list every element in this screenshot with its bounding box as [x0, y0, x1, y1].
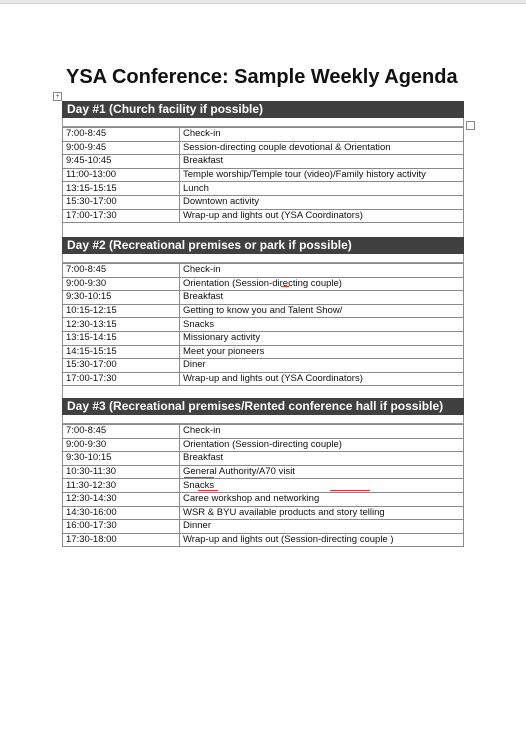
page-title: YSA Conference: Sample Weekly Agenda [66, 66, 458, 88]
table-row [63, 155, 464, 169]
table-row [63, 128, 464, 142]
time-cell: 15:30-17:00 [63, 359, 180, 373]
activity-cell: Wrap-up and lights out (YSA Coordinators) [180, 372, 464, 386]
time-cell: 9:45-10:45 [63, 155, 180, 169]
table-row [63, 438, 464, 452]
spacer [62, 118, 464, 127]
time-cell: 14:15-15:15 [63, 345, 180, 359]
table-row [63, 479, 464, 493]
table-row [63, 277, 464, 291]
time-cell: 15:30-17:00 [63, 195, 180, 209]
time-cell: 9:00-9:30 [63, 277, 180, 291]
schedule-table [62, 424, 464, 547]
table-row [63, 345, 464, 359]
activity-cell: Check-in [180, 264, 464, 278]
time-cell: 11:30-12:30 [63, 479, 180, 493]
activity-cell: Dinner [180, 520, 464, 534]
time-cell: 14:30-16:00 [63, 506, 180, 520]
table-row [63, 318, 464, 332]
table-row [63, 182, 464, 196]
activity-cell: Orientation (Session-directing couple) [180, 438, 464, 452]
table-row [63, 372, 464, 386]
spellcheck-underline [281, 285, 289, 287]
schedule-table [62, 263, 464, 386]
table-resize-handle[interactable] [466, 121, 475, 130]
activity-cell: Session-directing couple devotional & Orientation [180, 141, 464, 155]
day-header: Day #1 (Church facility if possible) [62, 101, 464, 118]
table-row [63, 492, 464, 506]
activity-cell: Check-in [180, 128, 464, 142]
time-cell: 17:00-17:30 [63, 209, 180, 223]
time-cell: 9:30-10:15 [63, 452, 180, 466]
table-row [63, 209, 464, 223]
day-section-3 [62, 398, 464, 547]
time-cell: 13:15-14:15 [63, 331, 180, 345]
time-cell: 9:30-10:15 [63, 291, 180, 305]
time-cell: 7:00-8:45 [63, 128, 180, 142]
time-cell: 11:00-13:00 [63, 168, 180, 182]
activity-cell: Meet your pioneers [180, 345, 464, 359]
activity-cell: Getting to know you and Talent Show/ [180, 304, 464, 318]
activity-cell: Breakfast [180, 452, 464, 466]
table-row [63, 168, 464, 182]
day-section-1 [62, 101, 464, 238]
time-cell: 12:30-14:30 [63, 492, 180, 506]
table-row [63, 452, 464, 466]
spacer [62, 223, 464, 238]
activity-cell: Breakfast [180, 155, 464, 169]
schedule-table [62, 127, 464, 223]
ruler-bar [0, 0, 526, 4]
time-cell: 13:15-15:15 [63, 182, 180, 196]
table-row [63, 533, 464, 547]
activity-cell: Missionary activity [180, 331, 464, 345]
time-cell: 17:00-17:30 [63, 372, 180, 386]
time-cell: 7:00-8:45 [63, 264, 180, 278]
spellcheck-underline [198, 489, 218, 491]
activity-cell: Diner [180, 359, 464, 373]
day-section-2 [62, 237, 464, 401]
table-row [63, 264, 464, 278]
table-row [63, 506, 464, 520]
activity-cell: Snacks [180, 479, 464, 493]
time-cell: 9:00-9:45 [63, 141, 180, 155]
activity-cell: Wrap-up and lights out (Session-directing couple ) [180, 533, 464, 547]
time-cell: 16:00-17:30 [63, 520, 180, 534]
table-row [63, 520, 464, 534]
activity-cell: Snacks [180, 318, 464, 332]
table-move-icon[interactable]: + [53, 92, 62, 101]
activity-cell: Temple worship/Temple tour (video)/Family history activity [180, 168, 464, 182]
day-header: Day #3 (Recreational premises/Rented conference hall if possible) [62, 398, 464, 415]
time-cell: 17:30-18:00 [63, 533, 180, 547]
spellcheck-underline [330, 489, 370, 491]
activity-cell: Downtown activity [180, 195, 464, 209]
time-cell: 7:00-8:45 [63, 425, 180, 439]
table-row [63, 195, 464, 209]
table-row [63, 331, 464, 345]
table-row [63, 141, 464, 155]
activity-cell: Orientation (Session-directing couple) [180, 277, 464, 291]
activity-cell: General Authority/A70 visit [180, 465, 464, 479]
spacer [62, 254, 464, 263]
activity-cell: Caree workshop and networking [180, 492, 464, 506]
time-cell: 12:30-13:15 [63, 318, 180, 332]
day-header: Day #2 (Recreational premises or park if possible) [62, 237, 464, 254]
spacer [62, 415, 464, 424]
activity-cell: Breakfast [180, 291, 464, 305]
table-row [63, 465, 464, 479]
table-row [63, 359, 464, 373]
activity-cell: Check-in [180, 425, 464, 439]
activity-cell: Lunch [180, 182, 464, 196]
time-cell: 9:00-9:30 [63, 438, 180, 452]
activity-cell: Wrap-up and lights out (YSA Coordinators) [180, 209, 464, 223]
table-row [63, 425, 464, 439]
spellcheck-underline [184, 476, 214, 478]
table-row [63, 304, 464, 318]
table-row [63, 291, 464, 305]
time-cell: 10:30-11:30 [63, 465, 180, 479]
time-cell: 10:15-12:15 [63, 304, 180, 318]
activity-cell: WSR & BYU available products and story telling [180, 506, 464, 520]
